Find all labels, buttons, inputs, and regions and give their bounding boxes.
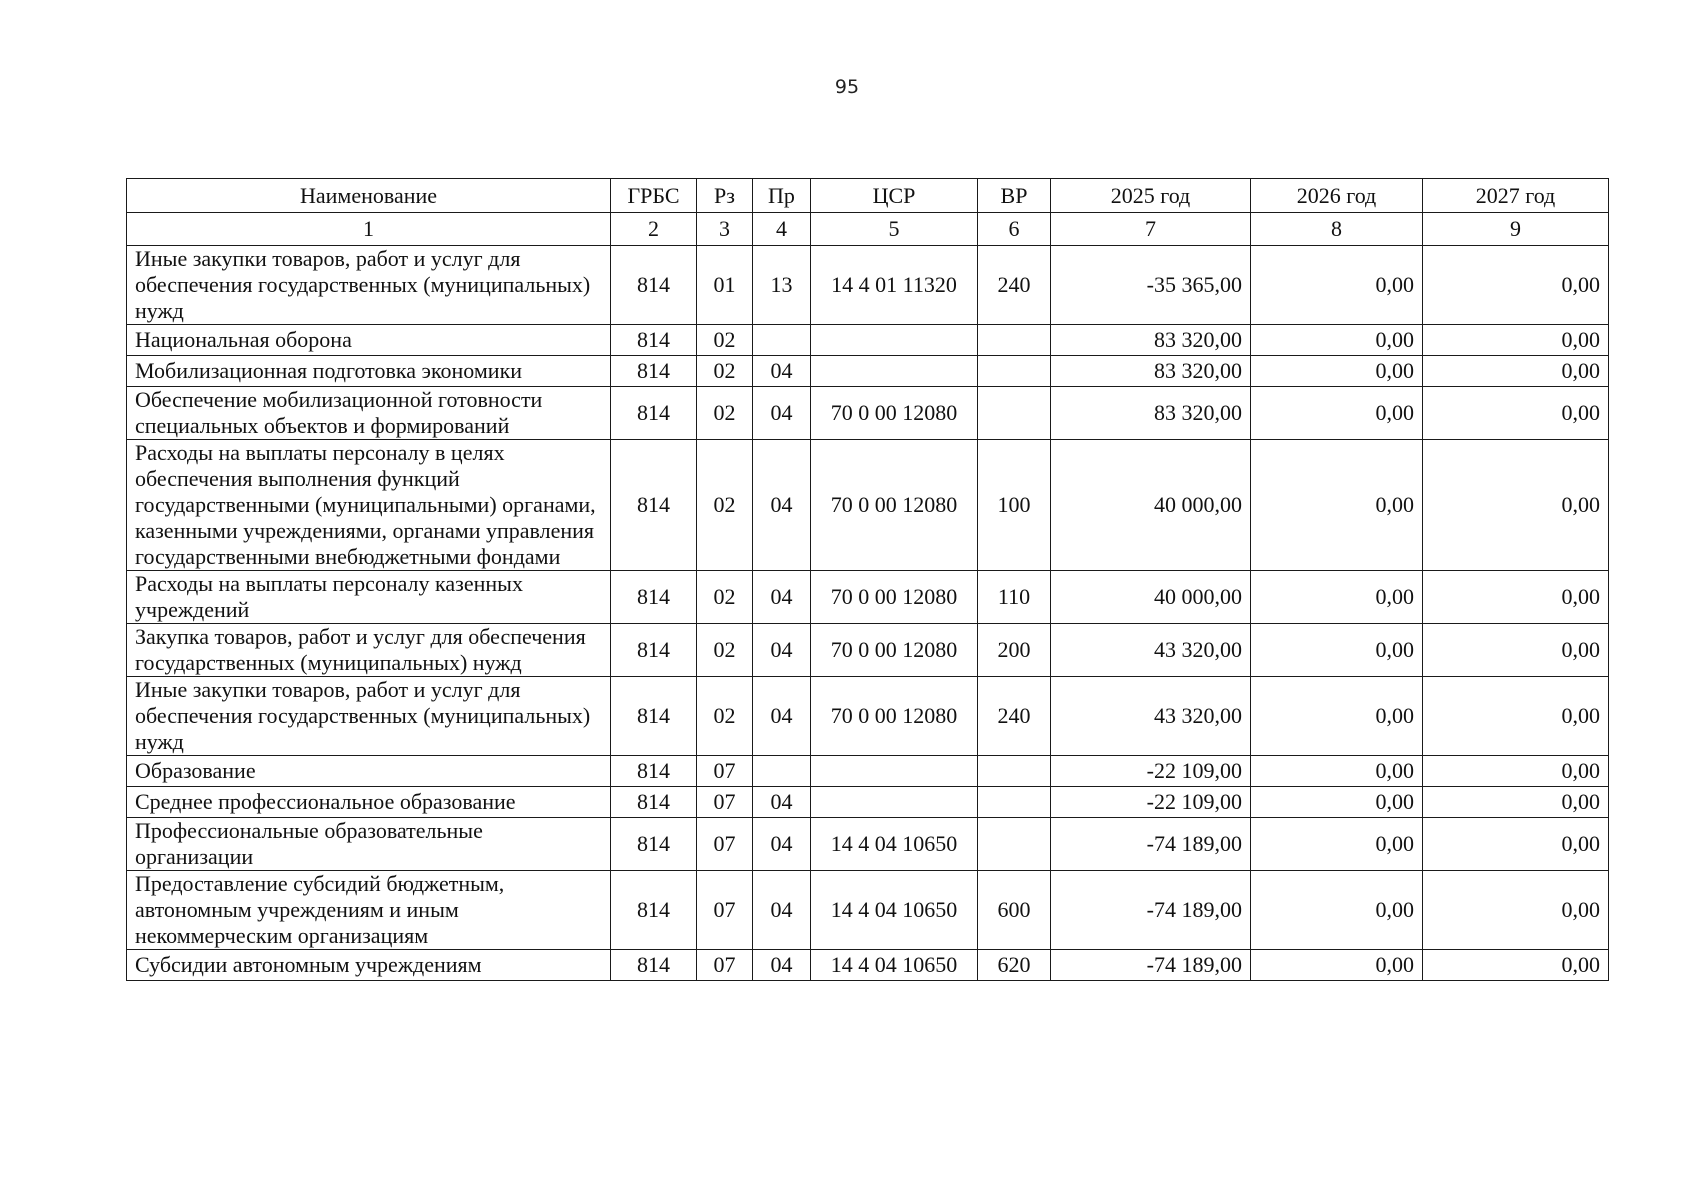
table-row [127, 440, 1609, 571]
cell-name: Национальная оборона [127, 325, 611, 356]
cell-2025: 83 320,00 [1051, 387, 1251, 440]
cell-rz: 01 [697, 246, 753, 325]
cell-2027: 0,00 [1423, 387, 1609, 440]
header-rz: Рз [697, 179, 753, 213]
cell-vr [978, 387, 1051, 440]
cell-pr: 04 [753, 440, 811, 571]
cell-2026: 0,00 [1251, 387, 1423, 440]
cell-pr: 04 [753, 871, 811, 950]
cell-2026: 0,00 [1251, 787, 1423, 818]
column-index: 6 [978, 213, 1051, 246]
cell-2026: 0,00 [1251, 624, 1423, 677]
cell-vr: 110 [978, 571, 1051, 624]
cell-vr: 240 [978, 246, 1051, 325]
cell-csr: 70 0 00 12080 [811, 571, 978, 624]
cell-2026: 0,00 [1251, 677, 1423, 756]
cell-2025: 83 320,00 [1051, 325, 1251, 356]
cell-2027: 0,00 [1423, 246, 1609, 325]
cell-grbs: 814 [611, 624, 697, 677]
cell-grbs: 814 [611, 677, 697, 756]
table-row [127, 818, 1609, 871]
cell-vr [978, 787, 1051, 818]
cell-grbs: 814 [611, 787, 697, 818]
cell-2027: 0,00 [1423, 571, 1609, 624]
cell-vr: 200 [978, 624, 1051, 677]
table-body [127, 246, 1609, 981]
cell-2025: -35 365,00 [1051, 246, 1251, 325]
cell-name: Образование [127, 756, 611, 787]
cell-csr: 70 0 00 12080 [811, 624, 978, 677]
column-index: 8 [1251, 213, 1423, 246]
table-row [127, 756, 1609, 787]
cell-csr: 14 4 04 10650 [811, 818, 978, 871]
cell-vr: 620 [978, 950, 1051, 981]
cell-2027: 0,00 [1423, 787, 1609, 818]
cell-pr [753, 756, 811, 787]
column-index: 9 [1423, 213, 1609, 246]
header-name: Наименование [127, 179, 611, 213]
cell-2026: 0,00 [1251, 818, 1423, 871]
table-row [127, 871, 1609, 950]
cell-csr: 70 0 00 12080 [811, 440, 978, 571]
cell-name: Предоставление субсидий бюджетным, автономным учреждениям и иным некоммерческим организациям [127, 871, 611, 950]
cell-2027: 0,00 [1423, 325, 1609, 356]
cell-rz: 07 [697, 950, 753, 981]
cell-rz: 02 [697, 387, 753, 440]
cell-2026: 0,00 [1251, 871, 1423, 950]
cell-grbs: 814 [611, 818, 697, 871]
header-2027: 2027 год [1423, 179, 1609, 213]
table-row [127, 624, 1609, 677]
cell-name: Субсидии автономным учреждениям [127, 950, 611, 981]
cell-2026: 0,00 [1251, 246, 1423, 325]
cell-csr: 14 4 04 10650 [811, 871, 978, 950]
page-number: 95 [834, 76, 860, 98]
cell-vr: 100 [978, 440, 1051, 571]
cell-grbs: 814 [611, 440, 697, 571]
column-index-row [127, 213, 1609, 246]
header-2025: 2025 год [1051, 179, 1251, 213]
header-2026: 2026 год [1251, 179, 1423, 213]
table-row [127, 356, 1609, 387]
cell-rz: 02 [697, 325, 753, 356]
cell-2025: -22 109,00 [1051, 787, 1251, 818]
cell-name: Расходы на выплаты персоналу казенных учреждений [127, 571, 611, 624]
cell-grbs: 814 [611, 756, 697, 787]
table-row [127, 325, 1609, 356]
cell-2027: 0,00 [1423, 871, 1609, 950]
cell-name: Обеспечение мобилизационной готовности специальных объектов и формирований [127, 387, 611, 440]
cell-2026: 0,00 [1251, 571, 1423, 624]
cell-pr: 04 [753, 387, 811, 440]
cell-rz: 02 [697, 440, 753, 571]
cell-2026: 0,00 [1251, 440, 1423, 571]
cell-2025: 43 320,00 [1051, 624, 1251, 677]
cell-vr [978, 756, 1051, 787]
cell-2025: 40 000,00 [1051, 571, 1251, 624]
cell-name: Закупка товаров, работ и услуг для обеспечения государственных (муниципальных) нужд [127, 624, 611, 677]
cell-rz: 07 [697, 871, 753, 950]
cell-pr [753, 325, 811, 356]
header-grbs: ГРБС [611, 179, 697, 213]
budget-table [126, 178, 1609, 981]
cell-2025: -22 109,00 [1051, 756, 1251, 787]
table-row [127, 571, 1609, 624]
cell-name: Профессиональные образовательные организации [127, 818, 611, 871]
table-row [127, 950, 1609, 981]
cell-pr: 04 [753, 624, 811, 677]
table-row [127, 246, 1609, 325]
cell-name: Мобилизационная подготовка экономики [127, 356, 611, 387]
cell-pr: 04 [753, 571, 811, 624]
column-index: 2 [611, 213, 697, 246]
table-row [127, 677, 1609, 756]
cell-2026: 0,00 [1251, 325, 1423, 356]
cell-2025: -74 189,00 [1051, 871, 1251, 950]
cell-2026: 0,00 [1251, 950, 1423, 981]
cell-pr: 04 [753, 950, 811, 981]
cell-grbs: 814 [611, 571, 697, 624]
cell-csr [811, 356, 978, 387]
cell-rz: 02 [697, 571, 753, 624]
cell-2025: -74 189,00 [1051, 950, 1251, 981]
cell-csr: 70 0 00 12080 [811, 677, 978, 756]
cell-vr [978, 325, 1051, 356]
cell-rz: 07 [697, 818, 753, 871]
cell-2027: 0,00 [1423, 818, 1609, 871]
cell-grbs: 814 [611, 387, 697, 440]
column-index: 4 [753, 213, 811, 246]
cell-rz: 02 [697, 356, 753, 387]
cell-2025: -74 189,00 [1051, 818, 1251, 871]
header-row [127, 179, 1609, 213]
cell-pr: 04 [753, 677, 811, 756]
cell-vr: 600 [978, 871, 1051, 950]
column-index: 1 [127, 213, 611, 246]
column-index: 7 [1051, 213, 1251, 246]
cell-name: Иные закупки товаров, работ и услуг для обеспечения государственных (муниципальных) нужд [127, 677, 611, 756]
cell-rz: 07 [697, 756, 753, 787]
cell-2027: 0,00 [1423, 440, 1609, 571]
header-vr: ВР [978, 179, 1051, 213]
table-row [127, 387, 1609, 440]
cell-csr [811, 756, 978, 787]
cell-2025: 43 320,00 [1051, 677, 1251, 756]
table-row [127, 787, 1609, 818]
cell-2027: 0,00 [1423, 756, 1609, 787]
cell-2026: 0,00 [1251, 756, 1423, 787]
cell-grbs: 814 [611, 950, 697, 981]
cell-2025: 83 320,00 [1051, 356, 1251, 387]
cell-vr: 240 [978, 677, 1051, 756]
cell-vr [978, 818, 1051, 871]
header-pr: Пр [753, 179, 811, 213]
cell-name: Расходы на выплаты персоналу в целях обеспечения выполнения функций государственными (муниципальными) органами, казенными учреждениями, органами управления государственными внебюджетными фондами [127, 440, 611, 571]
cell-pr: 04 [753, 356, 811, 387]
header-csr: ЦСР [811, 179, 978, 213]
cell-grbs: 814 [611, 871, 697, 950]
cell-csr [811, 787, 978, 818]
cell-rz: 02 [697, 677, 753, 756]
cell-name: Среднее профессиональное образование [127, 787, 611, 818]
cell-2027: 0,00 [1423, 356, 1609, 387]
column-index: 5 [811, 213, 978, 246]
cell-pr: 04 [753, 787, 811, 818]
cell-2027: 0,00 [1423, 624, 1609, 677]
cell-grbs: 814 [611, 356, 697, 387]
cell-vr [978, 356, 1051, 387]
cell-pr: 04 [753, 818, 811, 871]
cell-csr: 70 0 00 12080 [811, 387, 978, 440]
cell-name: Иные закупки товаров, работ и услуг для обеспечения государственных (муниципальных) нужд [127, 246, 611, 325]
cell-csr [811, 325, 978, 356]
cell-2026: 0,00 [1251, 356, 1423, 387]
cell-pr: 13 [753, 246, 811, 325]
cell-grbs: 814 [611, 325, 697, 356]
cell-csr: 14 4 04 10650 [811, 950, 978, 981]
cell-2027: 0,00 [1423, 677, 1609, 756]
column-index: 3 [697, 213, 753, 246]
cell-rz: 07 [697, 787, 753, 818]
cell-csr: 14 4 01 11320 [811, 246, 978, 325]
cell-grbs: 814 [611, 246, 697, 325]
cell-rz: 02 [697, 624, 753, 677]
cell-2025: 40 000,00 [1051, 440, 1251, 571]
cell-2027: 0,00 [1423, 950, 1609, 981]
